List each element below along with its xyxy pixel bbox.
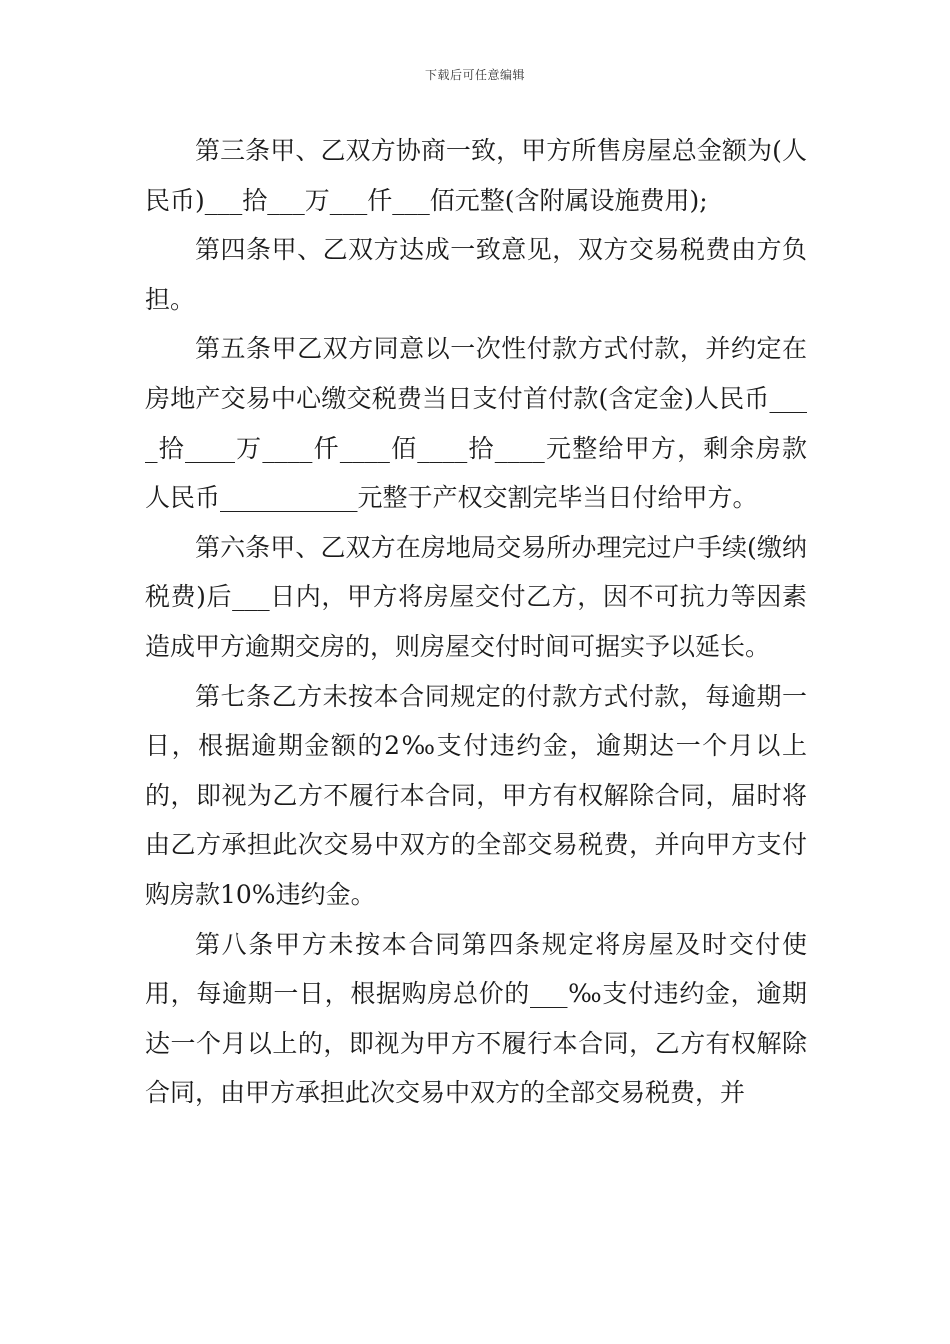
clause-5-paragraph: 第五条甲乙双方同意以一次性付款方式付款，并约定在房地产交易中心缴交税费当日支付首付款(含定金)人民币____拾____万____仟____佰____拾____元整给甲方，剩余房款人民币___________元整于产权交割完毕当日付给甲方。: [145, 334, 807, 513]
clause-4-paragraph: 第四条甲、乙双方达成一致意见，双方交易税费由方负担。: [145, 235, 807, 314]
contract-body: [145, 126, 807, 1118]
clause-6-paragraph: 第六条甲、乙双方在房地局交易所办理完过户手续(缴纳税费)后___日内，甲方将房屋交付乙方，因不可抗力等因素造成甲方逾期交房的，则房屋交付时间可据实予以延长。: [145, 532, 807, 661]
clause-7-paragraph: 第七条乙方未按本合同规定的付款方式付款，每逾期一日，根据逾期金额的2‰支付违约金，逾期达一个月以上的，即视为乙方不履行本合同，甲方有权解除合同，届时将由乙方承担此次交易中双方的全部交易税费，并向甲方支付购房款10%违约金。: [145, 681, 807, 909]
page-header-note: 下载后可任意编辑: [424, 68, 525, 82]
clause-8-paragraph: 第八条甲方未按本合同第四条规定将房屋及时交付使用，每逾期一日，根据购房总价的___‰支付违约金，逾期达一个月以上的，即视为甲方不履行本合同，乙方有权解除合同，由甲方承担此次交易中双方的全部交易税费，并: [145, 929, 807, 1108]
clause-3-paragraph: 第三条甲、乙双方协商一致，甲方所售房屋总金额为(人民币)___拾___万___仟___佰元整(含附属设施费用);: [145, 136, 807, 215]
